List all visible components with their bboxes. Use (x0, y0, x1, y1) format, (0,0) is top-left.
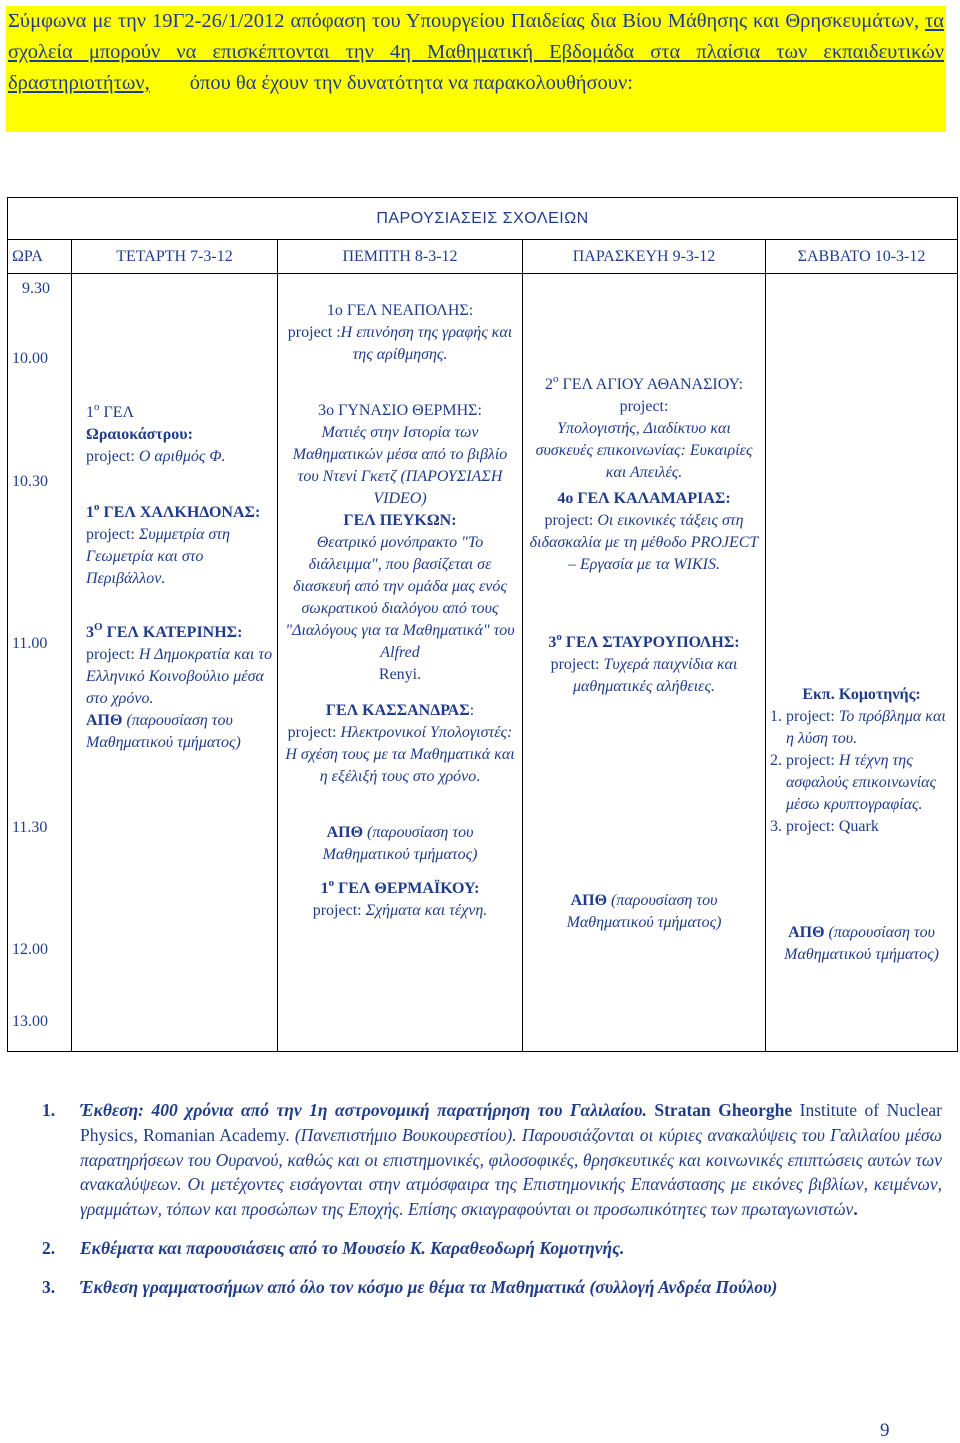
project-title: Θεατρικό μονόπρακτο "Το διάλειμμα", που βασίζεται σε διασκευή από την ομάδα μας ενός σωκρατικού διαλόγου από τους "Διαλόγους για τα Μαθηματικά" του Alfred (285, 534, 515, 661)
note-title: Έκθεση: 400 χρόνια από την 1η αστρονομική παρατήρηση του Γαλιλαίου. (80, 1100, 647, 1120)
school-name: ΓΕΛ ΣΤΑΥΡΟΥΠΟΛΗΣ: (561, 634, 740, 651)
sat-session-1 (770, 684, 953, 838)
note-institution: Institute of Nuclear Physics, Romanian Academy. (80, 1100, 942, 1145)
time-slot: 12.00 (12, 941, 48, 958)
ordinal-superscript: ο (94, 401, 100, 413)
project-label: project: (86, 526, 139, 543)
project-title: Οι εικονικές τάξεις στη διδασκαλία με τη μέθοδο PROJECT – Εργασία με τα WIKIS. (529, 512, 759, 573)
school-number: 3 (548, 634, 557, 651)
school-name: 1ο ΓΕΛ ΝΕΑΠΟΛΗΣ: (326, 302, 474, 319)
note-number: 3. (42, 1276, 56, 1297)
colon: : (469, 702, 475, 719)
project-label: project: (312, 902, 366, 919)
project-label: project: (86, 448, 139, 465)
intro-paragraph (6, 6, 946, 132)
school-name: ΓΕΛ ΑΓΙΟΥ ΑΘΑΝΑΣΙΟΥ: (558, 376, 744, 393)
school-number: 1 (320, 880, 329, 897)
note-number: 1. (42, 1100, 56, 1120)
wed-session-1 (76, 402, 273, 468)
time-slot: 11.30 (12, 819, 48, 836)
ordinal-superscript: Ο (94, 621, 103, 633)
fri-session-2 (527, 488, 761, 576)
project-label: project: (86, 646, 139, 663)
thu-session-6 (282, 878, 518, 922)
thu-session-1 (282, 300, 518, 366)
period: . (476, 768, 481, 785)
intro-text-1: Σύμφωνα με την 19Γ2-26/1/2012 απόφαση του Υπουργείου Παιδείας δια Βίου Μάθησης και Θρησκευμάτων, (8, 10, 926, 32)
project-title: Συμμετρία στη Γεωμετρία και στο Περιβάλλον. (86, 526, 230, 587)
header-saturday: ΣΑΒΒΑΤΟ 10-3-12 (766, 240, 958, 274)
thu-session-5 (282, 822, 518, 866)
note-end: . (853, 1199, 858, 1220)
header-time: ΩΡΑ (8, 240, 72, 274)
note-text: Έκθεση γραμματοσήμων από όλο τον κόσμο με θέμα τα Μαθηματικά (συλλογή Ανδρέα Πούλου) (80, 1276, 778, 1297)
friday-column (523, 274, 766, 1052)
note-author: Stratan Gheorghe (646, 1100, 793, 1120)
project-title: Υπολογιστής, Διαδίκτυο και συσκευές επικοινωνίας: Ευκαιρίες και Απειλές. (535, 420, 753, 481)
school-name: 4ο ΓΕΛ ΚΑΛΑΜΑΡΙΑΣ: (557, 490, 731, 507)
university-name: ΑΠΘ (788, 924, 829, 941)
project-title: Σχήματα και τέχνη. (365, 902, 488, 919)
project-title: Η επινόηση της γραφής και της αρίθμησης. (340, 324, 513, 363)
page-number: 9 (880, 1420, 890, 1441)
school-number: 1 (86, 504, 94, 521)
project-title: Τυχερά παιχνίδια και μαθηματικές αλήθειες. (573, 656, 738, 695)
project-label: project: (550, 656, 604, 673)
project-label: project : (287, 324, 341, 341)
session-description: (παρουσίαση του Μαθηματικού τμήματος) (566, 892, 722, 931)
session-description: (παρουσίαση του Μαθηματικού τμήματος) (322, 824, 478, 863)
schedule-table (7, 197, 958, 1052)
school-name: Εκπ. Κομοτηνής: (802, 686, 921, 703)
schedule-title: ΠΑΡΟΥΣΙΑΣΕΙΣ ΣΧΟΛΕΙΩΝ (8, 198, 958, 240)
note-item-1 (42, 1098, 942, 1222)
school-number: 2 (544, 376, 553, 393)
university-name: ΑΠΘ (570, 892, 612, 909)
school-name: 3ο ΓΥΝΑΣΙΟ ΘΕΡΜΗΣ: (318, 402, 482, 419)
ordinal-superscript: ο (328, 877, 335, 889)
header-thursday: ΠΕΜΠΤΗ 8-3-12 (278, 240, 523, 274)
thu-session-2 (282, 400, 518, 510)
project-title: Η τέχνη της ασφαλούς επικοινωνίας μέσω κρυπτογραφίας. (786, 752, 937, 813)
time-column (8, 274, 72, 1052)
intro-underlined-text: τα σχολεία μπορούν να επισκέπτονται την 4η Μαθηματική Εβδομάδα στα πλαίσια των εκπαιδευτικών δραστηριοτήτων, (8, 10, 944, 94)
sat-project-3: 3. project: Quark (770, 818, 879, 835)
header-friday: ΠΑΡΑΣΚΕΥΗ 9-3-12 (523, 240, 766, 274)
school-name: ΓΕΛ ΘΕΡΜΑΪΚΟΥ: (334, 880, 480, 897)
project-title: Η Δημοκρατία και το Ελληνικό Κοινοβούλιο μέσα στο χρόνο. (86, 646, 273, 707)
university-name: ΑΠΘ (326, 824, 368, 841)
fri-session-1 (527, 374, 761, 484)
project-title: Ο αριθμός Φ. (138, 448, 226, 465)
school-name: Ωραιοκάστρου: (86, 426, 193, 443)
note-text: Εκθέματα και παρουσιάσεις από το Μουσείο Κ. Καραθεοδωρή Κομοτηνής. (80, 1237, 625, 1258)
project-title: Το πρόβλημα και η λύση του. (786, 708, 946, 747)
note-number: 2. (42, 1237, 56, 1258)
thu-session-4 (282, 700, 518, 788)
saturday-column (766, 274, 958, 1052)
note-item-3 (42, 1275, 942, 1300)
note-item-2 (42, 1236, 942, 1261)
time-slot: 13.00 (12, 1013, 48, 1030)
time-slot: 10.00 (12, 350, 48, 367)
sat-project-2 (770, 750, 953, 816)
project-title: Ηλεκτρονικοί Υπολογιστές: Η σχέση τους με τα Μαθηματικά και η εξέλιξή τους στο χρόνο (285, 724, 515, 785)
wednesday-column (72, 274, 278, 1052)
ordinal-superscript: ο (94, 501, 100, 513)
time-slot: 9.30 (22, 280, 50, 297)
school-name: ΓΕΛ ΚΑΤΕΡΙΝΗΣ: (102, 624, 243, 641)
project-title-end: Renyi. (378, 666, 422, 683)
project-label: project: (287, 724, 341, 741)
school-name: ΓΕΛ ΧΑΛΚΗΔΟΝΑΣ: (99, 504, 261, 521)
session-description: (παρουσίαση του Μαθηματικού τμήματος) (86, 712, 241, 751)
project-label: 2. project: (770, 752, 839, 769)
university-name: ΑΠΘ (86, 712, 127, 729)
thu-session-3 (282, 510, 518, 686)
time-slot: 11.00 (12, 635, 48, 652)
school-name: ΓΕΛ ΠΕΥΚΩΝ: (343, 512, 457, 529)
intro-text-2: όπου θα έχουν την δυνατότητα να παρακολουθήσουν: (189, 72, 633, 94)
session-description: (παρουσίαση του Μαθηματικού τμήματος) (784, 924, 939, 963)
fri-session-4 (527, 890, 761, 934)
fri-session-3 (527, 632, 761, 698)
school-number: 1 (86, 404, 94, 421)
sat-project-1 (770, 706, 953, 750)
wed-session-4 (76, 710, 273, 754)
project-label: 1. project: (770, 708, 839, 725)
wed-session-2 (76, 502, 273, 590)
project-title: Ματιές στην Ιστορία των Μαθηματικών μέσα από το βιβλίο του Ντενί Γκετζ (ΠΑΡΟΥΣΙΑΣΗ VIDEO) (292, 424, 508, 507)
project-label: project: (619, 398, 669, 415)
header-wednesday: ΤΕΤΑΡΤΗ 7-3-12 (72, 240, 278, 274)
wed-session-3 (76, 622, 273, 710)
note-description: (Πανεπιστήμιο Βουκουρεστίου). Παρουσιάζονται οι κύριες ανακαλύψεις του Γαλιλαίου μέσω παρατηρήσεων του Ουρανού, καθώς και οι επιστημονικές, φιλοσοφικές, θρησκευτικές και κοινωνικές επιπτώσεις αυτών των ανακαλύψεων. Οι μετέχοντες εισάγονται στην ατμόσφαιρα της Επιστημονικής Επανάστασης με εικόνες βιβλίων, κειμένων, γραμμάτων, τόπων και προσώπων της Εποχής. Επίσης σκιαγραφούνται οι προσωπικότητες των πρωταγωνιστών (80, 1124, 942, 1220)
thursday-column (278, 274, 523, 1052)
ordinal-superscript: ο (552, 373, 559, 385)
notes-list (42, 1098, 942, 1314)
project-label: project: (544, 512, 598, 529)
sat-session-2 (770, 922, 953, 966)
note-text (80, 1098, 942, 1222)
time-slot: 10.30 (12, 473, 48, 490)
school-label: ΓΕΛ (99, 404, 135, 421)
ordinal-superscript: ο (556, 631, 562, 643)
school-name: ΓΕΛ ΚΑΣΣΑΝΔΡΑΣ (325, 702, 470, 719)
school-number: 3 (86, 624, 94, 641)
